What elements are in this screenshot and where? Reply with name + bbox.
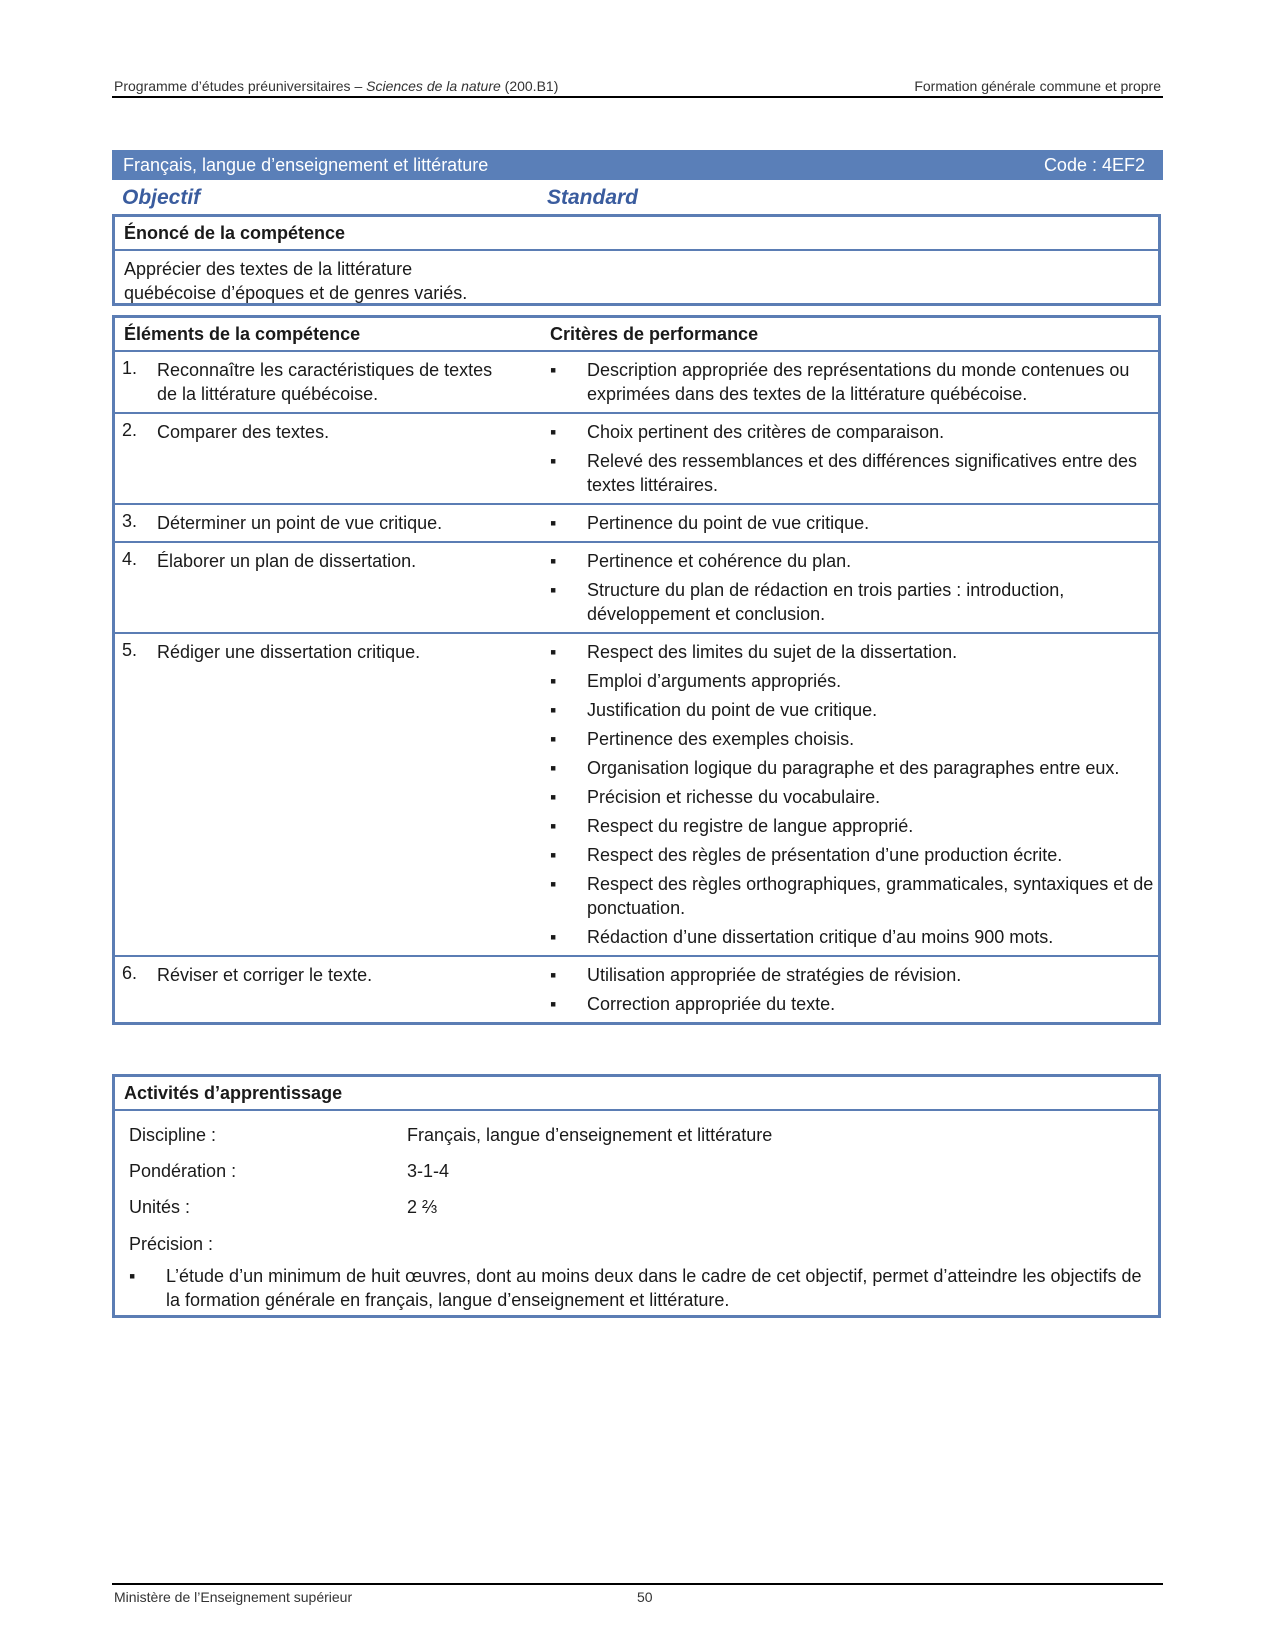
criterion-text: Pertinence et cohérence du plan.: [587, 551, 852, 571]
element-number: 6.: [122, 963, 138, 983]
bullet-icon: ▪: [550, 994, 557, 1014]
elements-heading: Éléments de la compétence Critères de performance: [115, 318, 1158, 352]
criterion-text: Respect du registre de langue approprié.: [587, 816, 914, 836]
criterion-text: Organisation logique du paragraphe et des paragraphes entre eux.: [587, 758, 1120, 778]
bullet-icon: ▪: [550, 360, 557, 380]
criterion-item: [550, 640, 1158, 664]
objectif-label: Objectif: [122, 186, 201, 209]
page-header: [112, 76, 1163, 98]
criteria-list: [550, 352, 1158, 412]
element-text: Comparer des textes.: [157, 422, 330, 442]
bullet-icon: ▪: [550, 927, 557, 947]
element-number: 1.: [122, 358, 138, 378]
course-band: [112, 150, 1163, 180]
precision-label: Précision :: [129, 1234, 214, 1254]
criterion-item: [550, 578, 1158, 626]
bullet-icon: ▪: [550, 671, 557, 691]
bullet-icon: ▪: [550, 787, 557, 807]
criterion-text: Précision et richesse du vocabulaire.: [587, 787, 881, 807]
criterion-item: [550, 420, 1158, 444]
criterion-item: [550, 814, 1158, 838]
element-number: 4.: [122, 549, 138, 569]
criterion-text: Pertinence du point de vue critique.: [587, 513, 870, 533]
element-text: Déterminer un point de vue critique.: [157, 513, 443, 533]
criterion-item: [550, 449, 1158, 497]
criterion-item: [550, 511, 1158, 535]
bullet-icon: ▪: [550, 965, 557, 985]
footer-ministry: Ministère de l’Enseignement supérieur: [114, 1589, 353, 1605]
standard-label: Standard: [547, 186, 639, 209]
criterion-text: Respect des règles de présentation d’une production écrite.: [587, 845, 1063, 865]
bullet-icon: ▪: [550, 451, 557, 471]
criterion-text: Emploi d’arguments appropriés.: [587, 671, 842, 691]
discipline-label: Discipline :: [129, 1125, 217, 1145]
criterion-item: [550, 549, 1158, 573]
criterion-text: Choix pertinent des critères de comparaison.: [587, 422, 945, 442]
bullet-icon: ▪: [550, 845, 557, 865]
bullet-icon: ▪: [550, 551, 557, 571]
activites-box: [112, 1074, 1161, 1318]
criterion-item: [550, 669, 1158, 693]
enonce-text: Apprécier des textes de la littérature québécoise d’époques et de genres variés.: [124, 259, 468, 303]
element-text: Rédiger une dissertation critique.: [157, 642, 421, 662]
criterion-item: [550, 698, 1158, 722]
element-number: 2.: [122, 420, 138, 440]
bullet-icon: ▪: [550, 816, 557, 836]
bullet-icon: ▪: [550, 513, 557, 533]
enonce-heading: Énoncé de la compétence: [115, 217, 1158, 251]
criteria-list: [550, 414, 1158, 503]
element-text: Élaborer un plan de dissertation.: [157, 551, 417, 571]
element-text: Reconnaître les caractéristiques de textes de la littérature québécoise.: [157, 360, 493, 404]
program-title: Programme d’études préuniversitaires – Sciences de la nature (200.B1): [114, 78, 559, 94]
criterion-text: Pertinence des exemples choisis.: [587, 729, 855, 749]
criterion-item: [550, 992, 1158, 1016]
criterion-text: Rédaction d’une dissertation critique d’au moins 900 mots.: [587, 927, 1054, 947]
element-row: [115, 414, 1158, 505]
criterion-item: [550, 963, 1158, 987]
criterion-text: Justification du point de vue critique.: [587, 700, 878, 720]
bullet-icon: ▪: [550, 729, 557, 749]
criteria-list: [550, 634, 1158, 955]
bullet-icon: ▪: [550, 422, 557, 442]
bullet-icon: ▪: [129, 1266, 136, 1286]
criteria-list: [550, 543, 1158, 632]
criterion-text: Structure du plan de rédaction en trois parties : introduction, développement et conclusion.: [587, 580, 1065, 624]
course-title: Français, langue d’enseignement et littérature: [123, 155, 489, 175]
criterion-text: Correction appropriée du texte.: [587, 994, 836, 1014]
element-number: 3.: [122, 511, 138, 531]
element-text: Réviser et corriger le texte.: [157, 965, 373, 985]
enonce-box: [112, 214, 1161, 306]
elements-rows: [115, 352, 1158, 1022]
bullet-icon: ▪: [550, 874, 557, 894]
precision-item: [129, 1264, 1149, 1312]
unites-value: 2 ⅔: [407, 1197, 438, 1217]
unites-label: Unités :: [129, 1197, 191, 1217]
criterion-text: Respect des limites du sujet de la dissertation.: [587, 642, 958, 662]
criterion-item: [550, 872, 1158, 920]
element-row: [115, 634, 1158, 957]
activites-heading: Activités d’apprentissage: [115, 1077, 1158, 1111]
criterion-text: Respect des règles orthographiques, grammaticales, syntaxiques et de ponctuation.: [587, 874, 1154, 918]
element-row: [115, 543, 1158, 634]
criteria-list: [550, 957, 1158, 1022]
discipline-value: Français, langue d’enseignement et littérature: [407, 1125, 773, 1145]
precision-text: L’étude d’un minimum de huit œuvres, dont au moins deux dans le cadre de cet objectif, permet d’atteindre les objectifs de la formation générale en français, langue d’enseignement et littérature.: [166, 1266, 1142, 1310]
element-row: [115, 957, 1158, 1022]
page-number: 50: [637, 1589, 653, 1605]
criterion-item: [550, 756, 1158, 780]
bullet-icon: ▪: [550, 700, 557, 720]
header-right: Formation générale commune et propre: [914, 78, 1161, 94]
page-footer: [112, 1583, 1163, 1605]
bullet-icon: ▪: [550, 642, 557, 662]
course-code: Code : 4EF2: [1043, 155, 1145, 175]
criterion-item: [550, 843, 1158, 867]
element-row: [115, 505, 1158, 543]
bullet-icon: ▪: [550, 580, 557, 600]
criteria-list: [550, 505, 1158, 541]
element-row: [115, 352, 1158, 414]
criterion-item: [550, 727, 1158, 751]
criterion-item: [550, 925, 1158, 949]
criterion-text: Utilisation appropriée de stratégies de révision.: [587, 965, 962, 985]
criterion-item: [550, 785, 1158, 809]
element-number: 5.: [122, 640, 138, 660]
bullet-icon: ▪: [550, 758, 557, 778]
ponderation-value: 3-1-4: [407, 1161, 450, 1181]
ponderation-label: Pondération :: [129, 1161, 237, 1181]
criterion-text: Relevé des ressemblances et des différences significatives entre des textes littéraires.: [587, 451, 1137, 495]
criterion-item: [550, 358, 1158, 406]
criterion-text: Description appropriée des représentations du monde contenues ou exprimées dans des textes de la littérature québécoise.: [587, 360, 1130, 404]
elements-box: [112, 315, 1161, 1025]
